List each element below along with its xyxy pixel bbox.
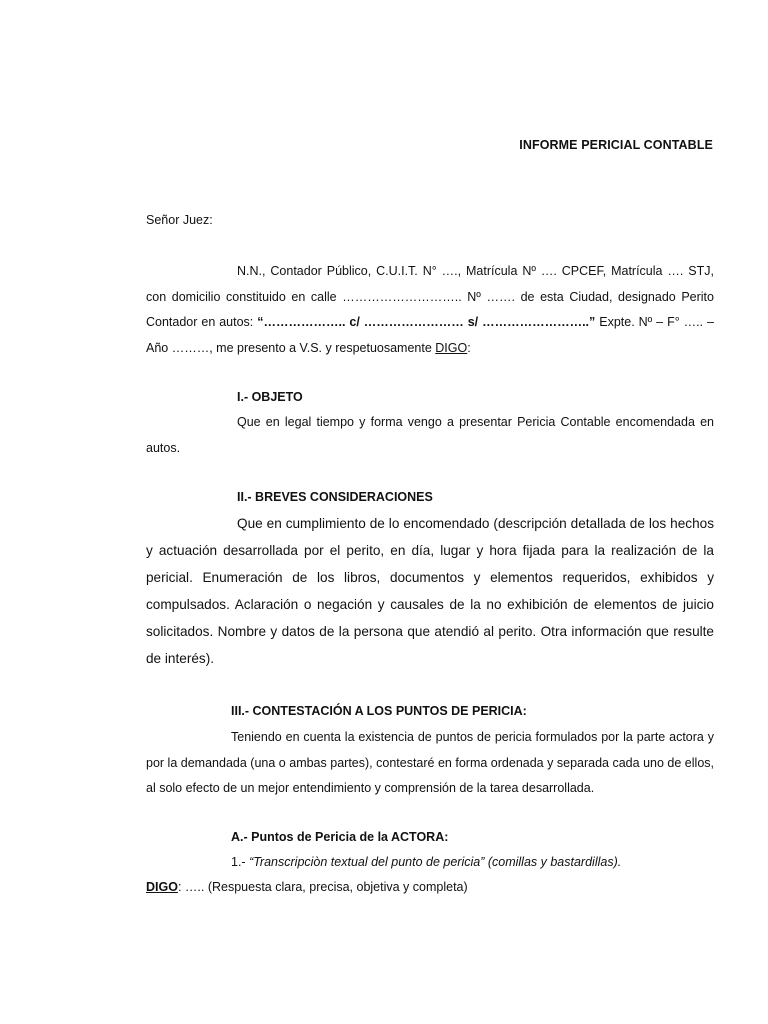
actora-item-1 <box>231 855 621 869</box>
section-contestacion-text <box>146 725 714 802</box>
intro-text-2: Expte. Nº – F° ….. – Año ………, me presento a V.S. y respetuosamente <box>146 315 714 355</box>
actora-answer <box>146 880 468 894</box>
intro-text-1: N.N., Contador Público, C.U.I.T. N° …., Matrícula Nº …. CPCEF, Matrícula …. STJ, con domicilio constituido en calle ……………………….. Nº ……. de esta Ciudad, designado Perito Contador en autos: <box>146 264 714 329</box>
caratula: “……………….. c/ …………………… s/ ……………………..” <box>257 315 596 329</box>
digo-colon: : <box>467 340 471 355</box>
digo-label: DIGO <box>435 340 468 355</box>
consideraciones-paragraph: Que en cumplimiento de lo encomendado (descripción detallada de los hechos y actuación desarrollada por el perito, en día, lugar y hora fijada para la realización de la pericial. Enumeración de los libros, documentos y elementos requeridos, exhibidos y compulsados. Aclaración o negación y causales de la no exhibición de elementos de juicio solicitados. Nombre y datos de la persona que atendió al perito. Otra información que resulte de interés). <box>146 516 714 666</box>
section-objeto-heading: I.- OBJETO <box>237 390 303 404</box>
answer-text: : ….. (Respuesta clara, precisa, objetiva y completa) <box>177 880 468 894</box>
answer-label: DIGO <box>146 880 178 894</box>
section-consideraciones-heading: II.- BREVES CONSIDERACIONES <box>237 490 433 504</box>
section-actora-heading: A.- Puntos de Pericia de la ACTORA: <box>231 830 449 844</box>
contestacion-paragraph: Teniendo en cuenta la existencia de puntos de pericia formulados por la parte actora y por la demandada (una o ambas partes), contestaré en forma ordenada y separada cada uno de ellos, al solo efecto de un mejor entendimiento y comprensión de la tarea desarrollada. <box>146 730 714 795</box>
document-title: INFORME PERICIAL CONTABLE <box>519 138 713 152</box>
item-text: “Transcripciòn textual del punto de pericia” (comillas y bastardillas). <box>249 855 622 869</box>
intro-paragraph <box>146 259 714 361</box>
item-number: 1.- <box>231 855 250 869</box>
section-consideraciones-text <box>146 510 714 672</box>
section-contestacion-heading: III.- CONTESTACIÓN A LOS PUNTOS DE PERICIA: <box>231 704 527 718</box>
objeto-paragraph: Que en legal tiempo y forma vengo a presentar Pericia Contable encomendada en autos. <box>146 415 714 455</box>
section-objeto-text <box>146 410 714 461</box>
salutation: Señor Juez: <box>146 213 213 227</box>
